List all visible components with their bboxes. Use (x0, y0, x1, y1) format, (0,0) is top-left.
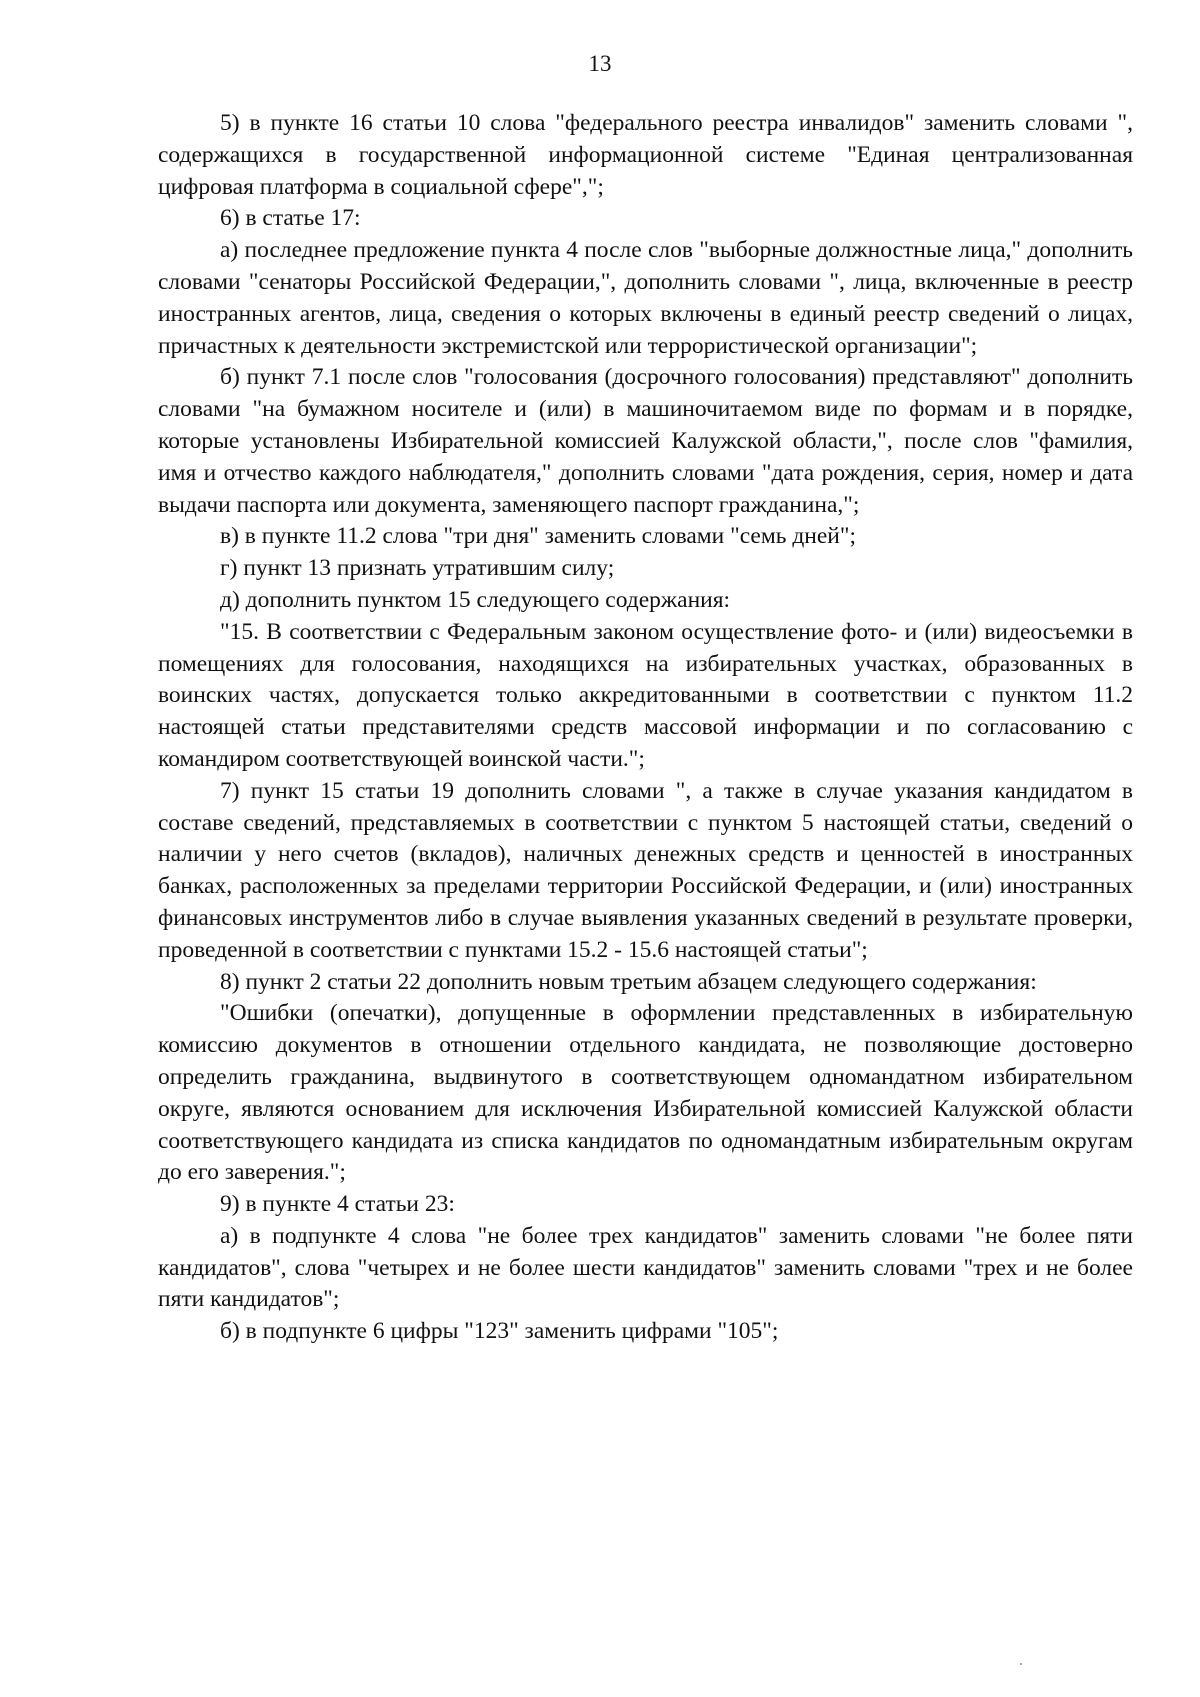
paragraph-item-6v: в) в пункте 11.2 слова "три дня" заменить словами "семь дней"; (220, 523, 856, 550)
paragraph-item-9: 9) в пункте 4 статьи 23: (220, 1191, 455, 1218)
document-body (158, 108, 1133, 1348)
paragraph-item-9b: б) в подпункте 6 цифры "123" заменить цифрами "105"; (220, 1318, 779, 1345)
paragraph-item-6a: а) последнее предложение пункта 4 после слов "выборные должностные лица," дополнить словами "сенаторы Российской Федерации,", дополнить словами ", лица, включенные в реестр иностранных агентов, лица, сведения о которых включены в единый реестр сведений о лицах, причастных к деятельности экстремистской или террористической организации"; (158, 237, 1133, 359)
paragraph-item-6d: д) дополнить пунктом 15 следующего содержания: (220, 586, 731, 613)
paragraph-item-9a: а) в подпункте 4 слова "не более трех кандидатов" заменить словами "не более пяти кандидатов", слова "четырех и не более шести кандидатов" заменить словами "трех и не более пяти кандидатов"; (158, 1222, 1133, 1313)
paragraph-item-6g: г) пункт 13 признать утратившим силу; (220, 555, 615, 582)
paragraph-item-7: 7) пункт 15 статьи 19 дополнить словами ", а также в случае указания кандидатом в составе сведений, представляемых в соответствии с пунктом 5 настоящей статьи, сведений о наличии у него счетов (вкладов), наличных денежных средств и ценностей в иностранных банках, расположенных за пределами территории Российской Федерации, и (или) иностранных финансовых инструментов либо в случае выявления указанных сведений в результате проверки, проведенной в соответствии с пунктами 15.2 - 15.6 настоящей статьи"; (158, 777, 1133, 963)
paragraph-quote-15: "15. В соответствии с Федеральным законом осуществление фото- и (или) видеосъемки в помещениях для голосования, находящихся на избирательных участках, образованных в воинских частях, допускается только аккредитованными в соответствии с пунктом 11.2 настоящей статьи представителями средств массовой информации и по согласованию с командиром соответствующей воинской части."; (158, 618, 1133, 772)
page-number: 13 (588, 51, 612, 76)
paragraph-quote-errors: "Ошибки (опечатки), допущенные в оформлении представленных в избирательную комиссию документов в отношении отдельного кандидата, не позволяющие достоверно определить гражданина, выдвинутого в соответствующем одномандатном избирательном округе, являются основанием для исключения Избирательной комиссией Калужской области соответствующего кандидата из списка кандидатов по одномандатным избирательным округам до его заверения."; (158, 1000, 1133, 1186)
paragraph-item-8: 8) пункт 2 статьи 22 дополнить новым третьим абзацем следующего содержания: (220, 968, 1037, 995)
paragraph-item-5: 5) в пункте 16 статьи 10 слова "федерального реестра инвалидов" заменить словами ", содержащихся в государственной информационной системе "Единая централизованная цифровая платформа в социальной сфере","; (158, 110, 1133, 200)
paragraph-item-6b: б) пункт 7.1 после слов "голосования (досрочного голосования) представляют" дополнить словами "на бумажном носителе и (или) в машиночитаемом виде по формам и в порядке, которые установлены Избирательной комиссией Калужской области,", после слов "фамилия, имя и отчество каждого наблюдателя," дополнить словами "дата рождения, серия, номер и дата выдачи паспорта или документа, заменяющего паспорт гражданина,"; (158, 364, 1133, 518)
paragraph-item-6: 6) в статье 17: (220, 205, 361, 232)
scan-artifact-dot (1020, 1663, 1022, 1665)
